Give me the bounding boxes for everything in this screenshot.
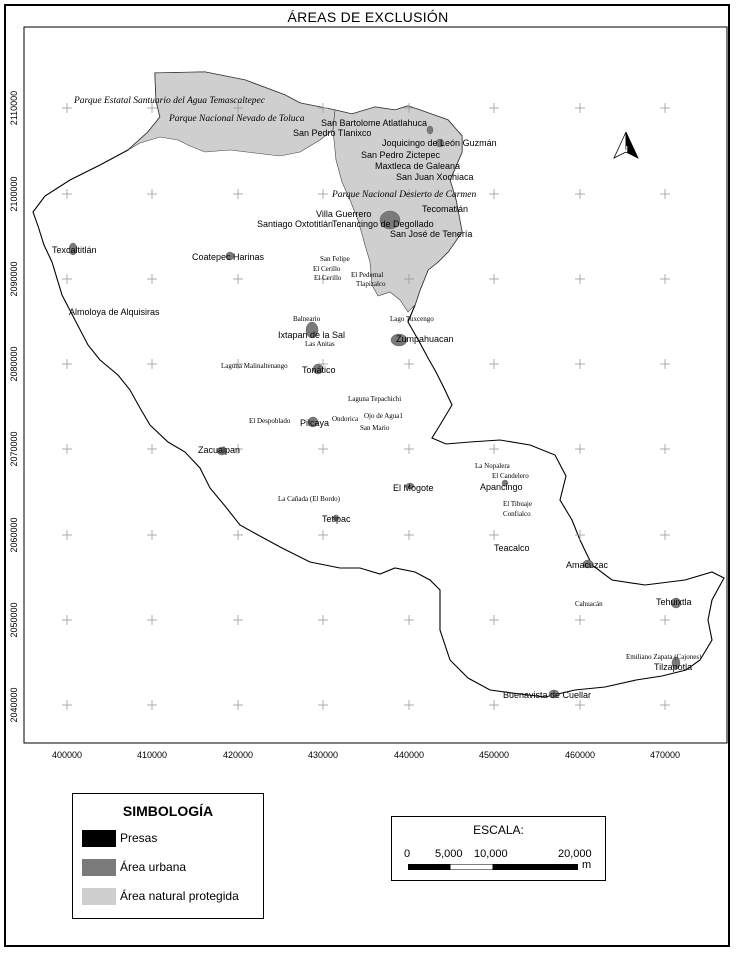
place-label: San Bartolome Atlatlahuca <box>321 118 428 128</box>
place-label: San Pedro Zictepec <box>361 150 441 160</box>
x-tick-label: 460000 <box>564 750 596 760</box>
y-tick-label: 2110000 <box>9 90 19 126</box>
legend-swatch-urban <box>82 859 116 876</box>
y-tick-label: 2100000 <box>9 176 19 212</box>
scale-label: 20,000 <box>558 848 592 860</box>
x-tick-label: 450000 <box>478 750 510 760</box>
protected-label: Parque Nacional Desierto de Carmen <box>332 190 477 200</box>
place-label: Tonático <box>302 365 336 375</box>
y-tick-label: 2080000 <box>9 346 19 382</box>
dam-label: Ondorica <box>332 415 359 423</box>
dam-label: Cahuacán <box>575 600 603 608</box>
legend-item-protected <box>82 887 239 905</box>
x-tick-label: 420000 <box>222 750 254 760</box>
place-label: Villa Guerrero <box>316 209 372 219</box>
place-label: Maxtleca de Galeana <box>375 161 461 171</box>
dam-label: Tlapizalco <box>356 280 386 288</box>
dam-label: San Mario <box>360 424 390 432</box>
place-label: Almoloya de Alquisiras <box>69 307 160 317</box>
dam-label: Lago Tuxcengo <box>390 315 434 323</box>
legend-item-dams <box>82 829 157 847</box>
dam-label: Emiliano Zapata (Cajones) <box>626 653 702 661</box>
legend-swatch-protected <box>82 888 116 905</box>
y-tick-label: 2060000 <box>9 517 19 553</box>
place-label: Zacualpan <box>198 445 241 455</box>
dam-label: El Cerillo <box>313 265 341 273</box>
legend-title: SIMBOLOGÍA <box>122 803 214 819</box>
urban-area <box>427 126 433 134</box>
dam-label: Balneario <box>293 315 321 323</box>
place-label: Coatepec Harinas <box>192 252 265 262</box>
dam-label: La Nopalera <box>475 462 510 470</box>
place-label: El Mogote <box>393 483 434 493</box>
y-axis-labels <box>9 91 19 723</box>
place-label: Joquicingo de León Guzmán <box>382 138 497 148</box>
place-label: Teacalco <box>494 543 530 553</box>
dam-label: Ojo de Agua1 <box>364 412 403 420</box>
dam-label: Confialco <box>503 510 531 518</box>
legend-label: Presas <box>120 831 158 845</box>
legend-swatch-dams <box>82 830 116 847</box>
legend-label: Área urbana <box>120 860 187 874</box>
x-tick-label: 440000 <box>393 750 425 760</box>
place-label: Apancingo <box>480 482 523 492</box>
y-tick-label: 2090000 <box>9 261 19 297</box>
y-tick-label: 2040000 <box>9 687 19 723</box>
map-title: ÁREAS DE EXCLUSIÓN <box>287 9 449 25</box>
x-tick-label: 410000 <box>136 750 168 760</box>
svg-text:N: N <box>622 145 628 154</box>
scale-label: 10,000 <box>474 848 508 860</box>
scale-title: ESCALA: <box>473 823 524 837</box>
place-label: Tilzapotla <box>654 662 693 672</box>
legend <box>72 793 264 919</box>
dam-label: El Cerillo <box>314 274 342 282</box>
legend-item-urban <box>82 858 186 876</box>
x-tick-label: 470000 <box>649 750 681 760</box>
place-label: Tetipac <box>322 514 351 524</box>
protected-label: Parque Estatal Santuario del Agua Temascaltepec <box>74 96 265 106</box>
x-axis-labels <box>52 750 680 760</box>
dam-label: El Tibuaje <box>503 500 532 508</box>
y-tick-label: 2050000 <box>9 602 19 638</box>
scale-box <box>391 816 606 881</box>
dam-label: El Candelero <box>492 472 529 480</box>
dam-label: Laguna Malinaltenango <box>221 362 288 370</box>
place-label: Tenancingo de Degollado <box>332 219 434 229</box>
place-label: Zumpahuacan <box>396 334 454 344</box>
dam-label: Laguna Tepachichi <box>348 395 402 403</box>
place-label: Amacuzac <box>566 560 609 570</box>
place-label: Buenavista de Cuellar <box>503 690 592 700</box>
place-label: San Pedro Tlanixco <box>293 128 372 138</box>
y-tick-label: 2070000 <box>9 431 19 467</box>
place-label: Texcaltitlán <box>52 245 97 255</box>
place-label: Tecomatlán <box>422 204 469 214</box>
x-tick-label: 430000 <box>307 750 339 760</box>
place-label: San Juan Xochiaca <box>396 172 474 182</box>
protected-label: Parque Nacional Nevado de Toluca <box>169 114 305 124</box>
place-label: San José de Tenería <box>390 229 473 239</box>
dam-label: El Pedernal <box>351 271 384 279</box>
x-tick-label: 400000 <box>51 750 83 760</box>
dam-label: El Despoblado <box>249 417 291 425</box>
place-label: Santiago Oxtotitlán <box>257 219 334 229</box>
scale-label: 0 <box>404 848 411 860</box>
scale-label: 5,000 <box>435 848 463 860</box>
scale-unit: m <box>582 859 592 871</box>
place-label: Pilcaya <box>300 418 330 428</box>
legend-label: Área natural protegida <box>120 889 239 903</box>
scale-bar <box>408 864 578 870</box>
place-label: Ixtapan de la Sal <box>278 330 346 340</box>
dam-label: San Felipe <box>320 255 350 263</box>
dam-label: La Cañada (El Bordo) <box>278 495 341 503</box>
place-label: Tehuixtla <box>656 597 692 607</box>
dam-label: Las Anitas <box>305 340 335 348</box>
